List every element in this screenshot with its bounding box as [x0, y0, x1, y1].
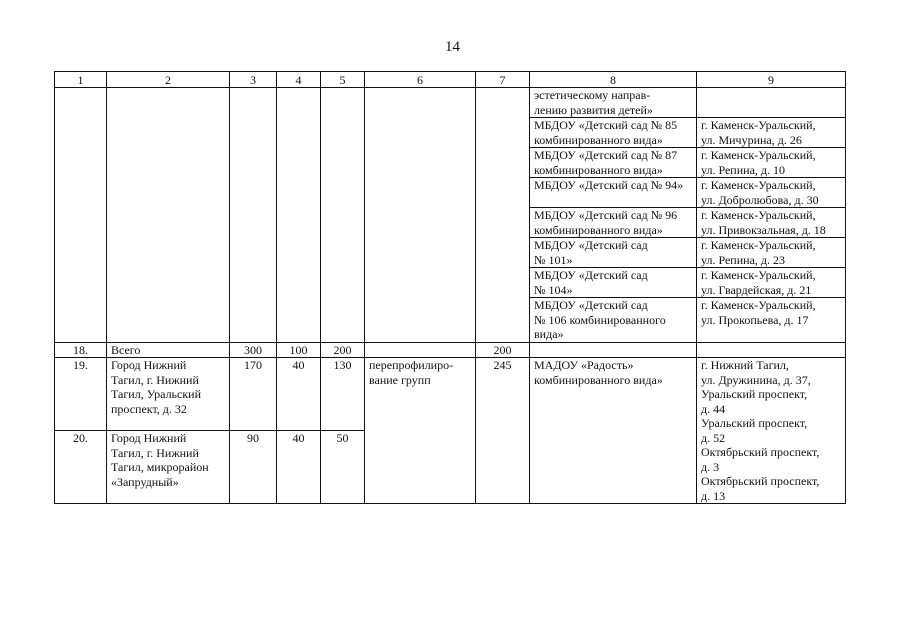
- cell-line: МБДОУ «Детский сад № 85: [534, 118, 678, 132]
- cell-line: Тагил, Уральский: [111, 387, 202, 401]
- header-cell-1: 1: [55, 72, 107, 88]
- cell-line: г. Каменск-Уральский,: [701, 208, 816, 222]
- cell-line: эстетическому направ-: [534, 88, 651, 102]
- data-table: [54, 71, 846, 504]
- cell-institution: [530, 88, 697, 118]
- cell-line: г. Нижний Тагил,: [701, 358, 789, 372]
- cell-line: г. Каменск-Уральский,: [701, 238, 816, 252]
- cell-line: Город Нижний: [111, 358, 187, 372]
- cell-line: комбинированного вида»: [534, 162, 663, 177]
- cell-line: г. Каменск-Уральский,: [701, 268, 816, 282]
- cell-address: [697, 238, 846, 268]
- cell-address: [697, 268, 846, 298]
- cell-empty: [277, 88, 321, 343]
- cell-line: вида»: [534, 327, 564, 341]
- cell-line: лению развития детей»: [534, 102, 653, 117]
- cell-name: Всего: [107, 342, 230, 358]
- cell-empty: [107, 88, 230, 343]
- cell-line: ул. Прокопьева, д. 17: [701, 312, 809, 327]
- cell-line: МБДОУ «Детский сад № 96: [534, 208, 678, 222]
- cell-line: вание групп: [369, 372, 431, 387]
- cell-line: МБДОУ «Детский сад: [534, 238, 648, 252]
- cell-empty: [476, 88, 530, 343]
- cell-empty: [365, 342, 476, 358]
- cell-line: МБДОУ «Детский сад: [534, 268, 648, 282]
- cell-value: 245: [476, 358, 530, 504]
- cell-institution: [530, 298, 697, 343]
- cell-line: ул. Гвардейская, д. 21: [701, 282, 812, 297]
- cell-value: 40: [277, 431, 321, 504]
- cell-row-number: 18.: [55, 342, 107, 358]
- cell-empty: [530, 342, 697, 358]
- cell-value: 200: [321, 342, 365, 358]
- cell-address: [697, 358, 846, 504]
- cell-value: 170: [230, 358, 277, 431]
- cell-address: [697, 118, 846, 148]
- cell-row-number: 19.: [55, 358, 107, 431]
- cell-line: № 106 комбинированного: [534, 312, 666, 327]
- header-cell-7: 7: [476, 72, 530, 88]
- cell-institution: [530, 178, 697, 208]
- cell-line: ул. Репина, д. 10: [701, 162, 785, 177]
- cell-institution: [530, 148, 697, 178]
- cell-line: МБДОУ «Детский сад № 94»: [534, 178, 684, 192]
- header-cell-3: 3: [230, 72, 277, 88]
- cell-line: Тагил, микрорайон: [111, 460, 209, 474]
- cell-address: [697, 88, 846, 118]
- table-row-total: [55, 342, 846, 358]
- cell-line: ул. Репина, д. 23: [701, 252, 785, 267]
- cell-empty: [365, 88, 476, 343]
- cell-action: [365, 358, 476, 504]
- cell-empty: [230, 88, 277, 343]
- cell-empty: [697, 342, 846, 358]
- cell-line: ул. Дружинина, д. 37,: [701, 372, 811, 387]
- cell-line: МБДОУ «Детский сад: [534, 298, 648, 312]
- cell-address: [697, 148, 846, 178]
- cell-line: Тагил, г. Нижний: [111, 372, 199, 387]
- cell-institution: [530, 358, 697, 504]
- cell-row-number: 20.: [55, 431, 107, 504]
- cell-line: № 104»: [534, 282, 573, 297]
- cell-value: 40: [277, 358, 321, 431]
- page-number: 14: [445, 39, 460, 55]
- cell-empty: [321, 88, 365, 343]
- cell-line: Октябрьский проспект,: [701, 445, 820, 459]
- table-row-continuation: [55, 88, 846, 118]
- cell-value: 100: [277, 342, 321, 358]
- cell-value: 200: [476, 342, 530, 358]
- header-row: [55, 72, 846, 88]
- cell-institution: [530, 268, 697, 298]
- cell-line: комбинированного вида»: [534, 132, 663, 147]
- cell-line: г. Каменск-Уральский,: [701, 148, 816, 162]
- cell-line: Октябрьский проспект,: [701, 474, 820, 488]
- cell-line: г. Каменск-Уральский,: [701, 298, 816, 312]
- cell-line: проспект, д. 32: [111, 401, 187, 416]
- table-row-19: [55, 358, 846, 431]
- cell-line: МБДОУ «Детский сад № 87: [534, 148, 678, 162]
- cell-line: Уральский проспект,: [701, 416, 808, 430]
- header-cell-2: 2: [107, 72, 230, 88]
- header-cell-5: 5: [321, 72, 365, 88]
- cell-line: д. 3: [701, 459, 720, 474]
- cell-institution: [530, 118, 697, 148]
- header-cell-9: 9: [697, 72, 846, 88]
- cell-name: [107, 358, 230, 431]
- cell-line: ул. Привокзальная, д. 18: [701, 222, 826, 237]
- cell-line: ул. Мичурина, д. 26: [701, 132, 802, 147]
- cell-line: г. Каменск-Уральский,: [701, 178, 816, 192]
- cell-institution: [530, 238, 697, 268]
- cell-address: [697, 208, 846, 238]
- cell-line: ул. Добролюбова, д. 30: [701, 192, 819, 207]
- cell-value: 300: [230, 342, 277, 358]
- cell-empty: [55, 88, 107, 343]
- cell-line: Уральский проспект,: [701, 387, 808, 401]
- cell-line: № 101»: [534, 252, 573, 267]
- cell-line: г. Каменск-Уральский,: [701, 118, 816, 132]
- cell-value: 90: [230, 431, 277, 504]
- cell-address: [697, 178, 846, 208]
- cell-line: д. 13: [701, 488, 726, 503]
- cell-value: 130: [321, 358, 365, 431]
- cell-line: комбинированного вида»: [534, 372, 663, 387]
- cell-address: [697, 298, 846, 343]
- cell-line: перепрофилиро-: [369, 358, 454, 372]
- cell-line: Город Нижний: [111, 431, 187, 445]
- cell-name: [107, 431, 230, 504]
- cell-line: д. 52: [701, 430, 726, 445]
- cell-line: Тагил, г. Нижний: [111, 445, 199, 460]
- header-cell-8: 8: [530, 72, 697, 88]
- header-cell-6: 6: [365, 72, 476, 88]
- cell-value: 50: [321, 431, 365, 504]
- cell-line: комбинированного вида»: [534, 222, 663, 237]
- cell-line: «Запрудный»: [111, 474, 179, 489]
- cell-line: МАДОУ «Радость»: [534, 358, 634, 372]
- header-cell-4: 4: [277, 72, 321, 88]
- cell-institution: [530, 208, 697, 238]
- cell-line: д. 44: [701, 401, 726, 416]
